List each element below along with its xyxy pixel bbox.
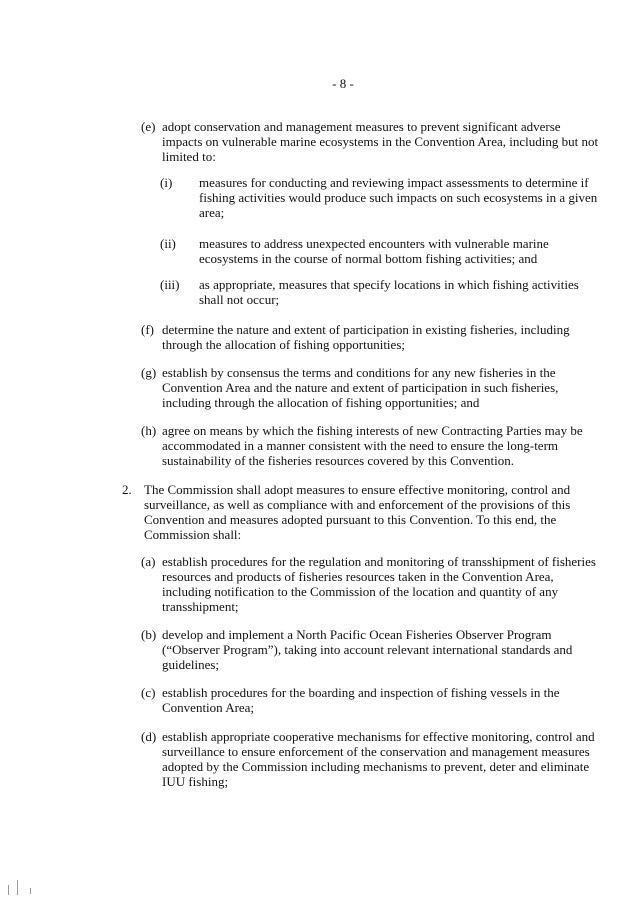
paragraph-number: 2. <box>122 482 132 497</box>
clause-text: adopt conservation and management measures to prevent significant adverse impacts on vulnerable marine ecosystems in the Convention Area, including but not limited to: <box>162 119 599 164</box>
clause-c <box>141 685 601 715</box>
subclause-text: measures for conducting and reviewing impact assessments to determine if fishing activities would produce such impacts on such ecosystems in a given area; <box>199 175 598 220</box>
clause-label: (f) <box>141 322 154 337</box>
subclause-text: measures to address unexpected encounters with vulnerable marine ecosystems in the course of normal bottom fishing activities; and <box>199 236 549 266</box>
clause-text: establish procedures for the boarding and inspection of fishing vessels in the Convention Area; <box>162 685 560 715</box>
clause-label: (h) <box>141 423 157 438</box>
clause-label: (g) <box>141 365 157 380</box>
clause-h <box>141 423 601 468</box>
clause-e <box>141 119 601 164</box>
clause-d <box>141 729 601 789</box>
paragraph-2 <box>122 482 582 542</box>
clause-label: (d) <box>141 729 157 744</box>
clause-label: (b) <box>141 627 157 642</box>
clause-text: determine the nature and extent of participation in existing fisheries, including through the allocation of fishing opportunities; <box>162 322 570 352</box>
scan-artifact <box>17 880 18 895</box>
clause-label: (c) <box>141 685 156 700</box>
clause-text: develop and implement a North Pacific Ocean Fisheries Observer Program (“Observer Program”), taking into account relevant international standards and guidelines; <box>162 627 573 672</box>
clause-g <box>141 365 601 410</box>
clause-text: establish procedures for the regulation and monitoring of transshipment of fisheries resources and products of fisheries resources taken in the Convention Area, including notification to the Commission of the location and quantity of any transshipment; <box>162 554 596 614</box>
clause-label: (a) <box>141 554 156 569</box>
subclause-text: as appropriate, measures that specify locations in which fishing activities shall not occur; <box>199 277 579 307</box>
subclause-label: (iii) <box>160 277 180 292</box>
clause-text: establish by consensus the terms and conditions for any new fisheries in the Convention Area and the nature and extent of participation in such fisheries, including through the allocation of fishing opportunities; and <box>162 365 559 410</box>
subclause-label: (ii) <box>160 236 176 251</box>
scan-artifact <box>30 888 31 894</box>
subclause-e-i <box>160 175 600 220</box>
page-number: - 8 - <box>332 76 354 91</box>
clause-b <box>141 627 601 672</box>
scan-artifact <box>8 885 9 895</box>
subclause-e-iii <box>160 277 600 307</box>
clause-text: establish appropriate cooperative mechanisms for effective monitoring, control and surveillance to ensure enforcement of the conservation and management measures adopted by the Commission including mechanisms to prevent, deter and eliminate IUU fishing; <box>162 729 595 789</box>
clause-a <box>141 554 601 614</box>
paragraph-text: The Commission shall adopt measures to ensure effective monitoring, control and surveillance, as well as compliance with and enforcement of the provisions of this Convention and measures adopted pursuant to this Convention. To this end, the Commission shall: <box>144 482 571 542</box>
subclause-e-ii <box>160 236 600 266</box>
subclause-label: (i) <box>160 175 173 190</box>
clause-label: (e) <box>141 119 156 134</box>
clause-text: agree on means by which the fishing interests of new Contracting Parties may be accommodated in a manner consistent with the need to ensure the long-term sustainability of the fisheries resources covered by this Convention. <box>162 423 583 468</box>
clause-f <box>141 322 601 352</box>
